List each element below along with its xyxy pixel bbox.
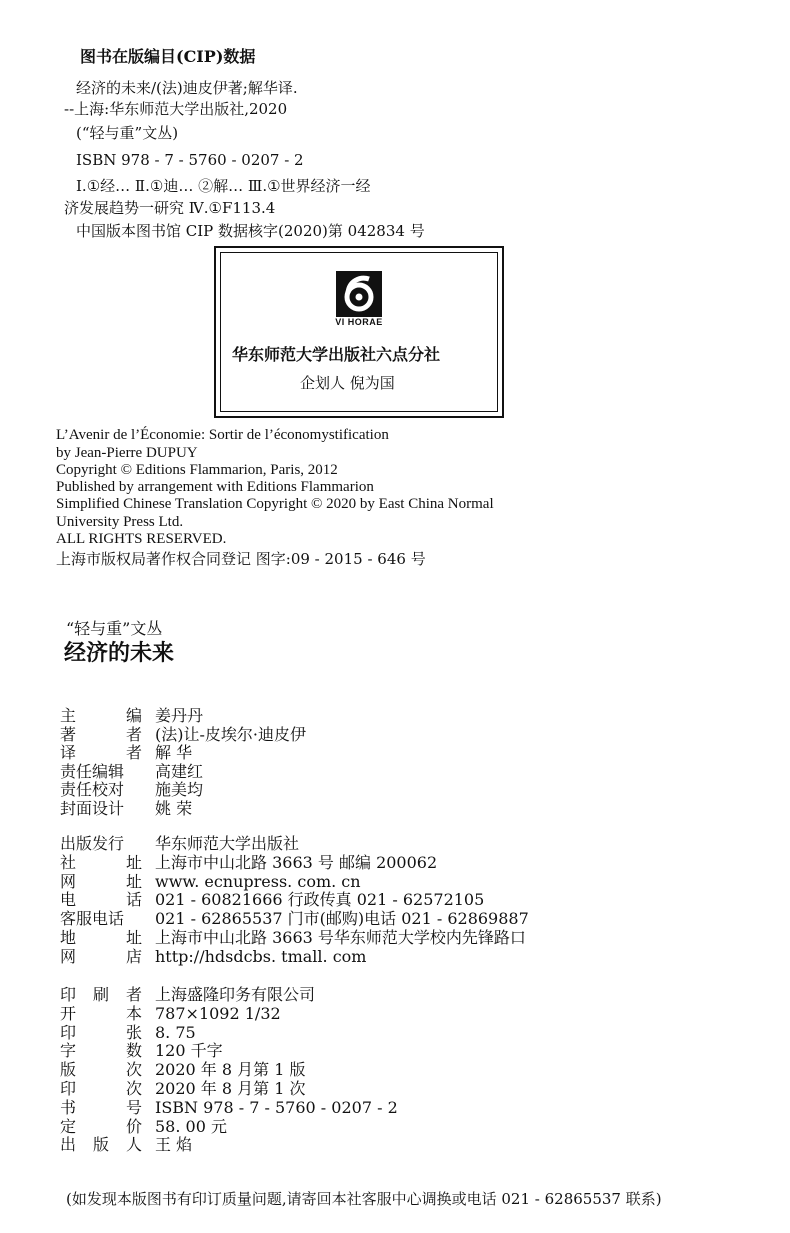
row-label-char: 者 [125, 743, 142, 763]
cip-classification-line2: 济发展趋势一研究 Ⅳ.①F113.4 [64, 199, 276, 217]
row-label [60, 762, 142, 782]
row-value: 120 千字 [155, 1041, 223, 1061]
row-value: 姜丹丹 [155, 706, 204, 725]
rights-line: Published by arrangement with Editions Flammarion [56, 479, 374, 495]
row-value: 上海市中山北路 3663 号华东师范大学校内先锋路口 [155, 928, 526, 947]
row-label-char: 电 [60, 890, 77, 910]
row-label-char: 本 [125, 1003, 142, 1023]
cip-verification-number: 中国版本图书馆 CIP 数据核字(2020)第 042834 号 [76, 222, 425, 240]
row-label-char: 客服电话 [60, 909, 125, 929]
row-value: http://hdsdcbs. tmall. com [155, 946, 367, 966]
rights-line: L’Avenir de l’Économie: Sortir de l’économystification [56, 427, 389, 443]
row-label [60, 1004, 142, 1024]
row-label-char: 价 [125, 1116, 142, 1136]
row-value: ISBN 978 - 7 - 5760 - 0207 - 2 [155, 1097, 398, 1117]
row-label [60, 834, 142, 854]
row-label-char: 地 [60, 928, 77, 947]
row-label-char: 版 [92, 1135, 109, 1155]
row-label-char: 网 [60, 946, 77, 966]
row-value: 姚 荣 [155, 799, 193, 818]
row-label-char: 编 [125, 706, 142, 725]
row-label [60, 780, 142, 800]
row-label-char: 号 [125, 1097, 142, 1117]
row-label-char: 者 [125, 985, 142, 1004]
row-value: 021 - 60821666 行政传真 021 - 62572105 [155, 890, 485, 910]
row-value: 解 华 [155, 743, 193, 763]
row-label [60, 928, 142, 948]
row-label-char: 主 [60, 706, 77, 725]
series-name: “轻与重”文丛 [66, 619, 163, 638]
row-label [60, 985, 142, 1005]
rights-line: University Press Ltd. [56, 514, 184, 530]
row-value: 上海盛隆印务有限公司 [155, 985, 316, 1004]
row-label-char: 次 [125, 1079, 142, 1098]
row-label-char: 译 [60, 743, 77, 763]
row-label [60, 1098, 142, 1118]
row-label-char: 字 [60, 1041, 77, 1061]
imprint-publisher: 华东师范大学出版社六点分社 [232, 345, 441, 364]
row-label-char: 书 [60, 1097, 77, 1117]
row-value: 021 - 62865537 门市(邮购)电话 021 - 62869887 [155, 909, 529, 929]
rights-line: Simplified Chinese Translation Copyright © 2020 by East China Normal [56, 496, 494, 512]
row-value: www. ecnupress. com. cn [155, 871, 361, 891]
cip-classification-line1: Ⅰ.①经… Ⅱ.①迪… ②解… Ⅲ.①世界经济一经 [76, 177, 371, 195]
copyright-registration: 上海市版权局著作权合同登记 图字:09 - 2015 - 646 号 [56, 550, 426, 568]
row-value: 高建红 [155, 761, 204, 781]
rights-line: Copyright © Editions Flammarion, Paris, 2012 [56, 462, 338, 478]
row-label-char: 印 [60, 985, 77, 1004]
row-label-char: 网 [60, 871, 77, 891]
row-label-char: 版 [60, 1060, 77, 1080]
row-value: 施美均 [155, 780, 204, 800]
rights-line: by Jean-Pierre DUPUY [56, 445, 198, 461]
row-label-char: 责任校对 [60, 780, 125, 800]
row-value: 上海市中山北路 3663 号 邮编 200062 [155, 852, 438, 872]
row-value: 8. 75 [155, 1022, 196, 1042]
row-label-char: 责任编辑 [60, 761, 125, 781]
row-label-char: 数 [125, 1041, 142, 1061]
six-dots-logo-icon [336, 271, 382, 317]
row-label-char: 印 [60, 1079, 77, 1098]
row-value: 787×1092 1/32 [155, 1003, 281, 1023]
row-label-char: 张 [125, 1022, 142, 1042]
row-label-char: 店 [125, 946, 142, 966]
row-label-char: 话 [125, 890, 142, 910]
row-label-char: 者 [125, 724, 142, 744]
cip-title-line: 经济的未来/(法)迪皮伊著;解华译. [76, 79, 298, 97]
row-label [60, 706, 142, 726]
row-label-char: 印 [60, 1022, 77, 1042]
row-label [60, 872, 142, 892]
row-label [60, 1041, 142, 1061]
row-label [60, 1023, 142, 1043]
row-label-char: 社 [60, 852, 77, 872]
row-value: 58. 00 元 [155, 1116, 227, 1136]
row-label [60, 1060, 142, 1080]
imprint-planner: 企划人 倪为国 [300, 374, 395, 392]
footer-note: (如发现本版图书有印订质量问题,请寄回本社客服中心调换或电话 021 - 62865537 联系) [66, 1190, 662, 1208]
cip-publisher-line: --上海:华东师范大学出版社,2020 [64, 100, 288, 118]
row-value: 2020 年 8 月第 1 版 [155, 1060, 306, 1080]
row-label-char: 址 [125, 928, 142, 947]
book-title: 经济的未来 [64, 640, 175, 666]
row-label-char: 人 [125, 1135, 142, 1155]
row-label [60, 1117, 142, 1137]
row-label [60, 743, 142, 763]
cip-isbn: ISBN 978 - 7 - 5760 - 0207 - 2 [76, 151, 304, 169]
row-label [60, 947, 142, 967]
row-label [60, 1079, 142, 1099]
row-value: (法)让-皮埃尔·迪皮伊 [155, 724, 306, 744]
row-value: 2020 年 8 月第 1 次 [155, 1079, 306, 1098]
row-label-char: 封面设计 [60, 799, 125, 818]
row-label-char: 定 [60, 1116, 77, 1136]
row-label [60, 890, 142, 910]
row-label-char: 著 [60, 724, 77, 744]
row-label [60, 853, 142, 873]
logo-wordmark: VI HORAE [335, 317, 383, 327]
row-value: 王 焰 [155, 1135, 193, 1155]
cip-series-line: (“轻与重”文丛) [76, 124, 179, 142]
row-label [60, 725, 142, 745]
row-label [60, 1135, 142, 1155]
row-label-char: 出 [60, 1135, 77, 1155]
row-value: 华东师范大学出版社 [155, 834, 300, 853]
cip-heading: 图书在版编目(CIP)数据 [80, 47, 256, 66]
row-label [60, 799, 142, 819]
row-label-char: 次 [125, 1060, 142, 1080]
row-label-char: 出版发行 [60, 834, 125, 853]
row-label-char: 刷 [92, 985, 109, 1004]
row-label [60, 909, 142, 929]
rights-line: ALL RIGHTS RESERVED. [56, 531, 227, 547]
row-label-char: 址 [125, 852, 142, 872]
row-label-char: 开 [60, 1003, 77, 1023]
row-label-char: 址 [125, 871, 142, 891]
